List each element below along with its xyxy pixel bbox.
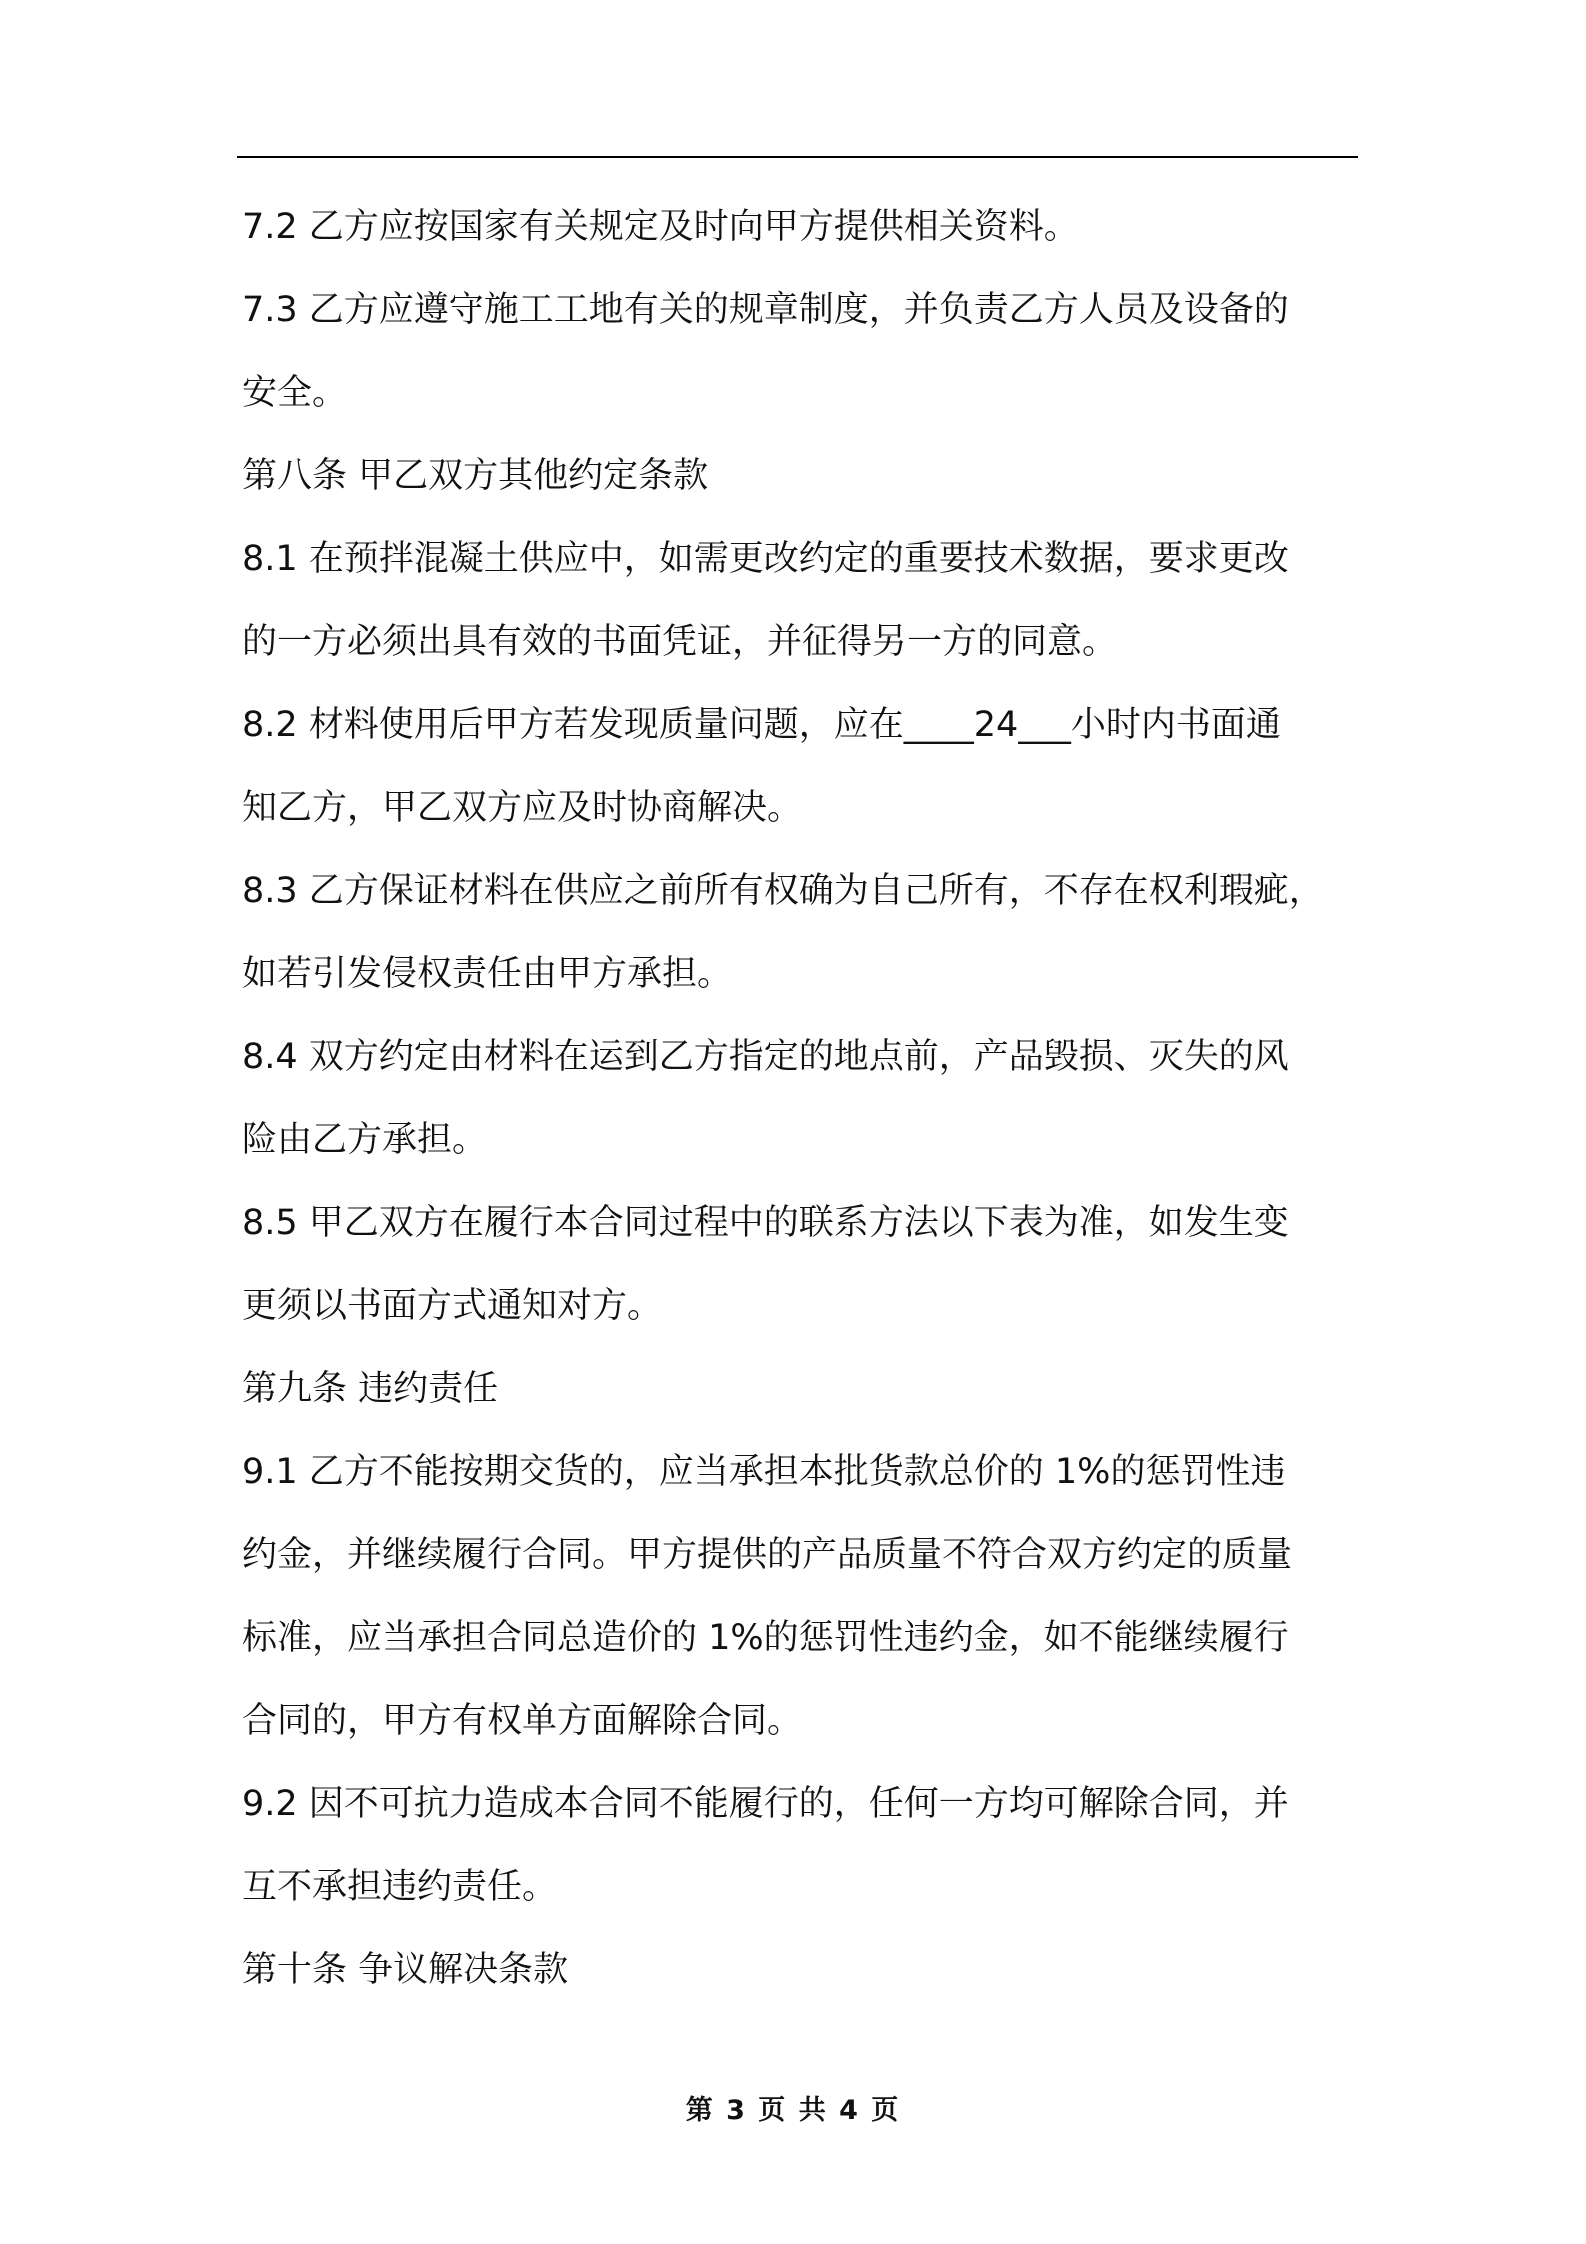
text-line: 标准，应当承担合同总造价的 1%的惩罚性违约金，如不能继续履行: [242, 1618, 1289, 1658]
text-line: 险由乙方承担。: [242, 1120, 488, 1160]
page-number-footer: 第 3 页 共 4 页: [685, 2095, 901, 2126]
text-line: 8.4 双方约定由材料在运到乙方指定的地点前，产品毁损、灭失的风: [242, 1037, 1289, 1077]
text-line: 9.2 因不可抗力造成本合同不能履行的，任何一方均可解除合同，并: [242, 1784, 1289, 1824]
text-line: 约金，并继续履行合同。甲方提供的产品质量不符合双方约定的质量: [242, 1535, 1293, 1575]
text-line: 7.2 乙方应按国家有关规定及时向甲方提供相关资料。: [242, 207, 1079, 247]
text-line: 互不承担违约责任。: [242, 1867, 558, 1907]
text-line: 更须以书面方式通知对方。: [242, 1286, 663, 1326]
text-line: 8.3 乙方保证材料在供应之前所有权确为自己所有，不存在权利瑕疵，: [242, 871, 1324, 911]
section-heading: 第十条 争议解决条款: [242, 1950, 569, 1990]
text-line: 安全。: [242, 373, 348, 413]
document-body: [242, 186, 1362, 2012]
text-line: 合同的，甲方有权单方面解除合同。: [242, 1701, 803, 1741]
text-line: 8.5 甲乙双方在履行本合同过程中的联系方法以下表为准，如发生变: [242, 1203, 1289, 1243]
section-heading: 第八条 甲乙双方其他约定条款: [242, 456, 709, 496]
text-line: 8.1 在预拌混凝土供应中，如需更改约定的重要技术数据，要求更改: [242, 539, 1289, 579]
text-line: 9.1 乙方不能按期交货的，应当承担本批货款总价的 1%的惩罚性违: [242, 1452, 1286, 1492]
text-line: 知乙方，甲乙双方应及时协商解决。: [242, 788, 803, 828]
header-rule: [237, 156, 1358, 158]
text-line: 8.2 材料使用后甲方若发现质量问题，应在____24___小时内书面通: [242, 705, 1281, 745]
section-heading: 第九条 违约责任: [242, 1369, 499, 1409]
text-line: 如若引发侵权责任由甲方承担。: [242, 954, 733, 994]
text-line: 7.3 乙方应遵守施工工地有关的规章制度，并负责乙方人员及设备的: [242, 290, 1289, 330]
text-line: 的一方必须出具有效的书面凭证，并征得另一方的同意。: [242, 622, 1118, 662]
